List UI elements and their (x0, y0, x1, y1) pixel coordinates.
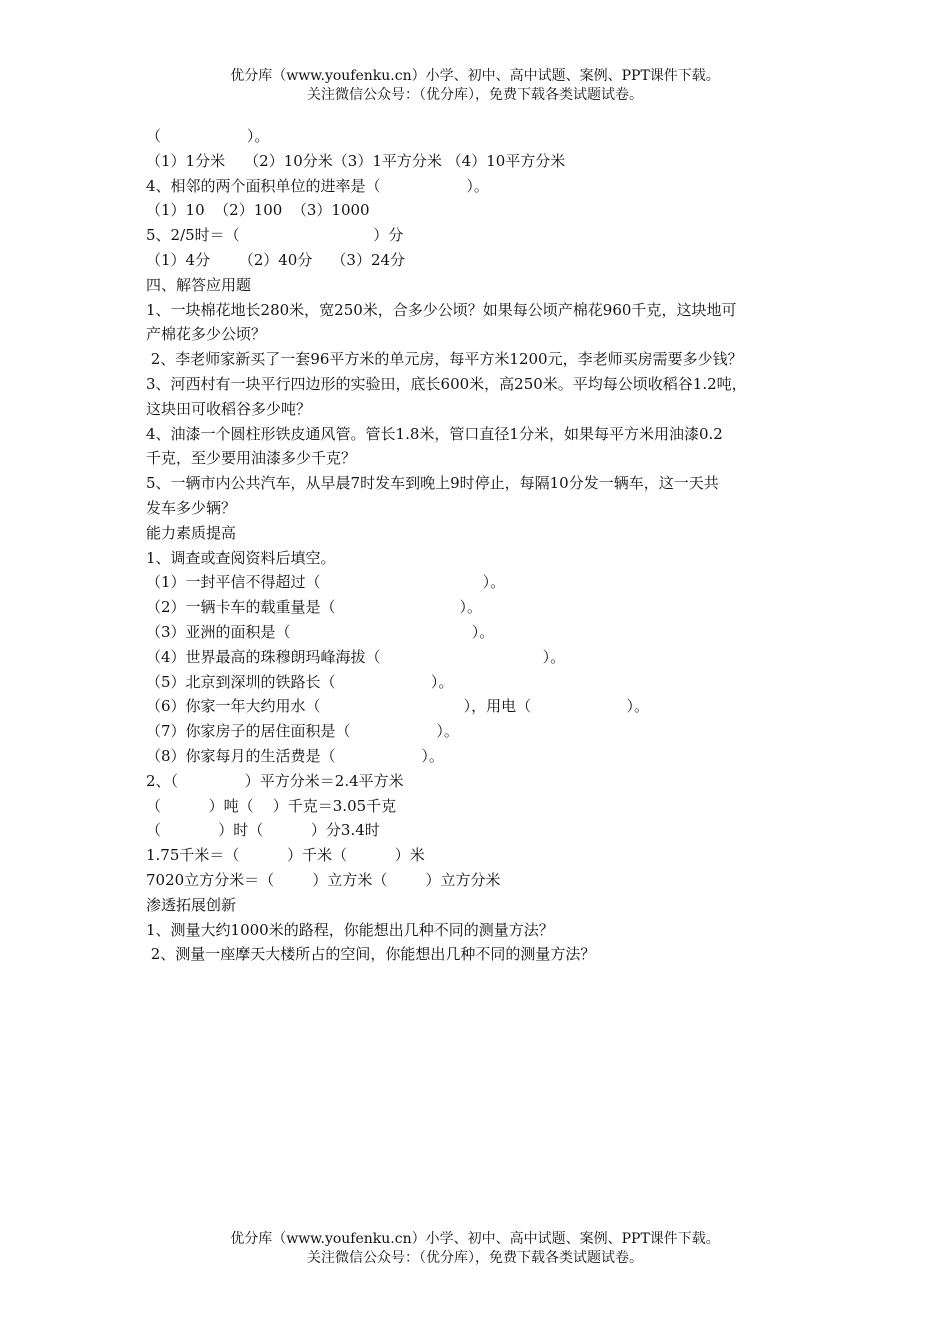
document-body (146, 124, 826, 967)
text-line: （5）北京到深圳的铁路长（ ）。 (146, 672, 454, 691)
text-line: （1）10 （2）100 （3）1000 (146, 201, 370, 220)
text-line: （ ）。 (146, 127, 270, 145)
text-line: （7）你家房子的居住面积是（ ）。 (146, 722, 459, 741)
text-line: 四、解答应用题 (146, 275, 252, 294)
page-header (0, 67, 950, 105)
text-line: 1、调查或查阅资料后填空。 (146, 548, 336, 567)
text-line: 能力素质提高 (146, 523, 237, 542)
text-line: 千克，至少要用油漆多少千克？ (146, 449, 357, 468)
text-line: （1）4分 （2）40分 （3）24分 (146, 250, 406, 269)
text-line: （4）世界最高的珠穆朗玛峰海拔（ ）。 (146, 647, 566, 666)
footer-line-2: 关注微信公众号：（优分库），免费下载各类试题试卷。 (307, 1250, 643, 1266)
text-line: 5、2/5时＝（ ）分 (146, 226, 404, 245)
text-line: 5、一辆市内公共汽车，从早晨7时发车到晚上9时停止，每隔10分发一辆车，这一天共 (146, 474, 719, 493)
text-line: （2）一辆卡车的载重量是（ ）。 (146, 598, 483, 617)
text-line: （8）你家每月的生活费是（ ）。 (146, 746, 444, 765)
text-line: 产棉花多少公顷？ (146, 325, 267, 344)
text-line: 发车多少辆？ (146, 498, 237, 517)
footer-line-1: 优分库（www.youfenku.cn）小学、初中、高中试题、案例、PPT课件下载。 (230, 1231, 720, 1247)
text-line: 4、相邻的两个面积单位的进率是（ ）。 (146, 176, 489, 195)
text-line: 1.75千米＝（ ）千米（ ）米 (146, 846, 425, 865)
text-line: （1）一封平信不得超过（ ）。 (146, 573, 506, 592)
text-line: （ ）吨（ ）千克＝3.05千克 (146, 796, 397, 815)
text-line: 2、李老师家新买了一套96平方米的单元房，每平方米1200元，李老师买房需要多少钱？ (146, 350, 743, 369)
text-line: 4、油漆一个圆柱形铁皮通风管。管长1.8米，管口直径1分米，如果每平方米用油漆0.2 (146, 424, 723, 443)
text-line: 3、河西村有一块平行四边形的实验田，底长600米，高250米。平均每公顷收稻谷1.2吨， (146, 374, 747, 393)
text-line: （6）你家一年大约用水（ ），用电（ ）。 (146, 697, 649, 716)
page-footer (0, 1230, 950, 1268)
text-line: （ ）时（ ）分3.4时 (146, 821, 380, 840)
text-line: 7020立方分米＝（ ）立方米（ ）立方分米 (146, 870, 501, 889)
text-line: 这块田可收稻谷多少吨？ (146, 399, 312, 418)
text-line: （1）1分米 （2）10分米（3）1平方分米 （4）10平方分米 (146, 151, 566, 170)
text-line: 渗透拓展创新 (146, 895, 237, 914)
text-line: 2、测量一座摩天大楼所占的空间，你能想出几种不同的测量方法？ (146, 945, 596, 964)
text-line: （3）亚洲的面积是（ ）。 (146, 622, 495, 641)
header-line-2: 关注微信公众号：（优分库），免费下载各类试题试卷。 (307, 87, 643, 103)
text-line: 2、（ ）平方分米＝2.4平方米 (146, 771, 404, 790)
text-line: 1、测量大约1000米的路程，你能想出几种不同的测量方法？ (146, 920, 554, 939)
text-line: 1、一块棉花地长280米，宽250米，合多少公顷？如果每公顷产棉花960千克，这块地可 (146, 300, 737, 319)
header-line-1: 优分库（www.youfenku.cn）小学、初中、高中试题、案例、PPT课件下载。 (230, 68, 720, 84)
